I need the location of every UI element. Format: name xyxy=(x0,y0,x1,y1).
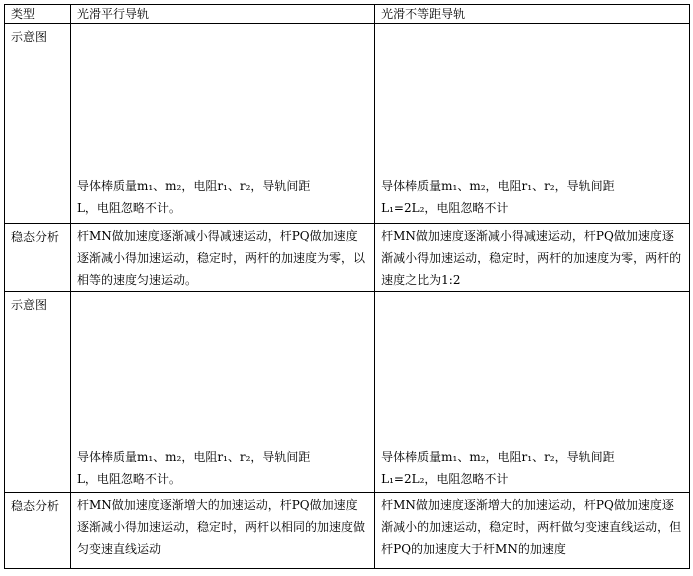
analysis-text: 杆MN做加速度逐渐减小得减速运动，杆PQ做加速度逐渐减小得加速运动，稳定时，两杆的加速度为零，以相等的速度匀速运动。 xyxy=(76,229,365,287)
diagram-row-2 xyxy=(5,292,690,493)
diagram-note-parallel-2 xyxy=(77,446,368,490)
row-label-text: 示意图 xyxy=(11,30,48,44)
diagram-row-1 xyxy=(5,24,690,224)
row-label-analysis-1 xyxy=(5,224,71,292)
row-label-analysis-2 xyxy=(5,493,71,569)
header-parallel-rails: 光滑平行导轨 xyxy=(70,5,374,24)
header-type: 类型 xyxy=(5,5,71,24)
row-label-text: 稳态分析 xyxy=(11,230,60,244)
row-label-diagram-2 xyxy=(5,292,71,493)
note-line: 导体棒质量m₁、m₂，电阻r₁、r₂，导轨间距 xyxy=(381,450,615,464)
analysis-text: 杆MN做加速度逐渐减小得减速运动，杆PQ做加速度逐渐减小得加速运动，稳定时，两杆的加速度为零，两杆的速度之比为1:2 xyxy=(381,229,682,287)
note-line: L₁=2L₂，电阻忽略不计 xyxy=(381,201,509,215)
note-line: 导体棒质量m₁、m₂，电阻r₁、r₂，导轨间距 xyxy=(381,179,615,193)
header-unequal-rails: 光滑不等距导轨 xyxy=(375,5,690,24)
diagram-note-unequal-1 xyxy=(381,175,683,219)
diagram-note-parallel-1 xyxy=(77,175,368,219)
note-line: 导体棒质量m₁、m₂，电阻r₁、r₂，导轨间距 xyxy=(76,450,311,464)
row-label-text: 示意图 xyxy=(11,298,48,312)
analysis-cell-unequal-2 xyxy=(375,493,690,569)
diagram-cell-unequal-1 xyxy=(375,24,690,224)
diagram-cell-parallel-1 xyxy=(70,24,374,224)
analysis-cell-parallel-2 xyxy=(70,493,374,569)
diagram-note-unequal-2 xyxy=(381,446,683,490)
comparison-table xyxy=(4,4,690,569)
note-line: L，电阻忽略不计。 xyxy=(76,201,181,215)
diagram-cell-parallel-2 xyxy=(70,292,374,493)
analysis-text: 杆MN做加速度逐渐增大的加速运动，杆PQ做加速度逐渐减小得加速运动，稳定时，两杆以相同的加速度做匀变速直线运动 xyxy=(76,498,365,556)
analysis-text: 杆MN做加速度逐渐增大的加速运动，杆PQ做加速度逐渐减小的加速运动，稳定时，两杆做匀变速直线运动，但杆PQ的加速度大于杆MN的加速度 xyxy=(381,498,682,556)
note-line: L₁=2L₂，电阻忽略不计 xyxy=(381,472,509,486)
note-line: L，电阻忽略不计。 xyxy=(76,472,181,486)
analysis-row-2 xyxy=(5,493,690,569)
row-label-diagram-1 xyxy=(5,24,71,224)
header-row xyxy=(5,5,690,24)
analysis-cell-parallel-1 xyxy=(70,224,374,292)
row-label-text: 稳态分析 xyxy=(11,499,60,513)
analysis-row-1 xyxy=(5,224,690,292)
analysis-cell-unequal-1 xyxy=(375,224,690,292)
diagram-cell-unequal-2 xyxy=(375,292,690,493)
note-line: 导体棒质量m₁、m₂，电阻r₁、r₂，导轨间距 xyxy=(76,179,311,193)
